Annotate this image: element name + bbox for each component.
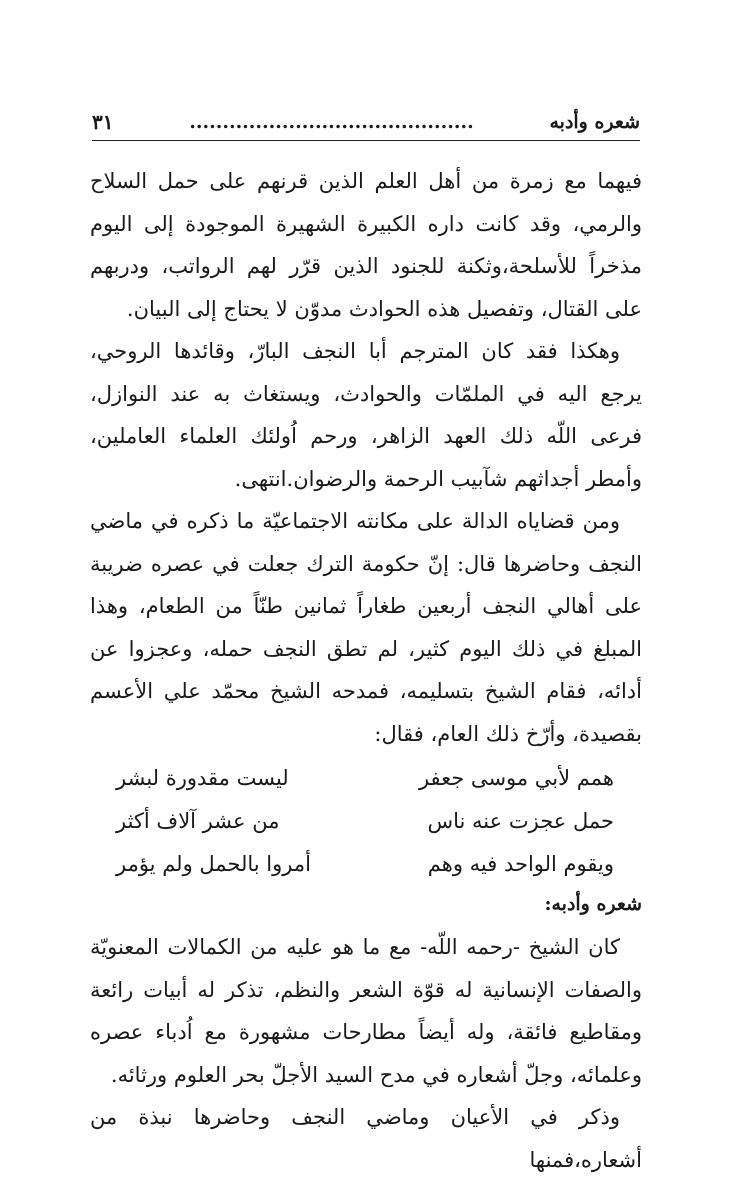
- poem: [90, 757, 642, 886]
- header-title: شعره وأدبه: [549, 111, 640, 133]
- verse-second-hemistich: من عشر آلاف أكثر: [116, 809, 280, 833]
- header-leader-dots: ...........................................: [189, 111, 474, 133]
- poem-verse: [116, 757, 614, 800]
- paragraph: فيهما مع زمرة من أهل العلم الذين قرنهم على حمل السلاح والرمي، وقد كانت داره الكبيرة الشهيرة الموجودة إلى اليوم مذخراً للأسلحة،وثكنة للجنود الذين قرّر لهم الرواتب، ودربهم على القتال، وتفصيل هذه الحوادث مدوّن لا يحتاج إلى البيان.: [90, 169, 642, 321]
- paragraph: وذكر في الأعيان وماضي النجف وحاضرها نبذة من أشعاره،فمنها: [90, 1105, 642, 1172]
- running-header: [92, 104, 640, 141]
- paragraph: ومن قضاياه الدالة على مكانته الاجتماعيّة ما ذكره في ماضي النجف وحاضرها قال: إنّ حكومة الترك جعلت في عصره ضريبة على أهالي النجف أربعين طغاراً ثمانين طنّاً من الطعام، وهذا المبلغ في ذلك اليوم كثير، لم تطق النجف حمله، وعجزوا عن أدائه، فقام الشيخ بتسليمه، فمدحه الشيخ محمّد علي الأعسم بقصيدة، وأرّخ ذلك العام، فقال:: [90, 509, 642, 746]
- verse-first-hemistich: ويقوم الواحد فيه وهم: [427, 852, 614, 876]
- poem-verse: [116, 800, 614, 843]
- verse-first-hemistich: حمل عجزت عنه ناس: [427, 809, 614, 833]
- verse-second-hemistich: ليست مقدورة لبشر: [116, 766, 289, 790]
- verse-second-hemistich: أمروا بالحمل ولم يؤمر: [116, 852, 311, 876]
- paragraph: وهكذا فقد كان المترجم أبا النجف البارّ، وقائدها الروحي، يرجع اليه في الملمّات والحوادث، ويستغاث به عند النوازل، فرعى اللّه ذلك العهد الزاهر، ورحم اُولئك العلماء العاملين، وأمطر أجداثهم شآبيب الرحمة والرضوان.انتهى.: [90, 339, 642, 491]
- page-number: ٣١: [92, 110, 114, 134]
- poem-verse: [116, 843, 614, 886]
- section-heading: شعره وأدبه:: [544, 893, 642, 915]
- verse-first-hemistich: همم لأبي موسى جعفر: [418, 766, 614, 790]
- page-body: [90, 160, 642, 1181]
- paragraph: كان الشيخ -رحمه اللّه- مع ما هو عليه من الكمالات المعنويّة والصفات الإنسانية له قوّة الشعر والنظم، تذكر له أبيات رائعة ومقاطيع فائقة، وله أيضاً مطارحات مشهورة مع اُدباء عصره وعلمائه، وجلّ أشعاره في مدح السيد الأجلّ بحر العلوم ورثائه.: [90, 935, 642, 1087]
